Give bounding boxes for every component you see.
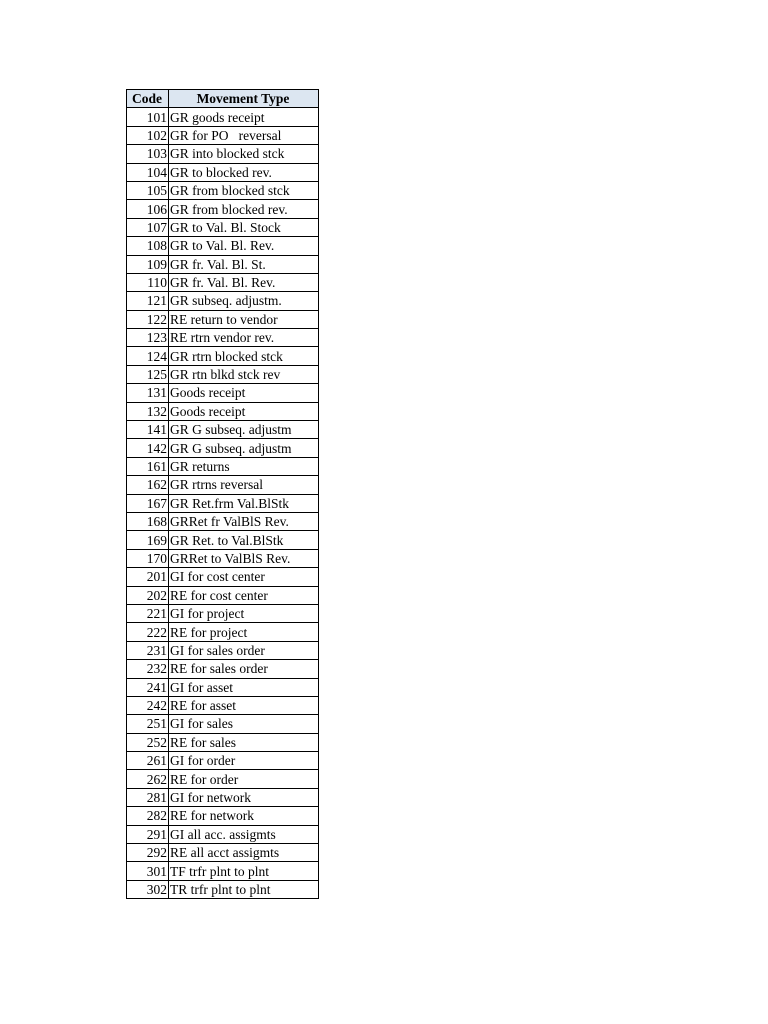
code-cell: 168 xyxy=(127,512,169,530)
table-row xyxy=(127,752,319,770)
movement-type-cell: Goods receipt xyxy=(169,384,319,402)
code-cell: 109 xyxy=(127,255,169,273)
movement-type-cell: GR fr. Val. Bl. St. xyxy=(169,255,319,273)
code-cell: 131 xyxy=(127,384,169,402)
table-row xyxy=(127,108,319,126)
code-cell: 101 xyxy=(127,108,169,126)
table-row xyxy=(127,237,319,255)
code-cell: 162 xyxy=(127,476,169,494)
code-cell: 104 xyxy=(127,163,169,181)
movement-type-cell: RE for cost center xyxy=(169,586,319,604)
table-row xyxy=(127,476,319,494)
code-cell: 122 xyxy=(127,310,169,328)
movement-type-cell: GRRet fr ValBlS Rev. xyxy=(169,512,319,530)
table-row xyxy=(127,329,319,347)
table-row xyxy=(127,255,319,273)
code-cell: 201 xyxy=(127,568,169,586)
table-row xyxy=(127,531,319,549)
movement-type-cell: GR for PO reversal xyxy=(169,126,319,144)
movement-type-cell: GR subseq. adjustm. xyxy=(169,292,319,310)
movement-type-cell: GR to blocked rev. xyxy=(169,163,319,181)
movement-type-cell: GR fr. Val. Bl. Rev. xyxy=(169,273,319,291)
code-cell: 141 xyxy=(127,421,169,439)
code-cell: 123 xyxy=(127,329,169,347)
table-row xyxy=(127,145,319,163)
movement-type-cell: GR G subseq. adjustm xyxy=(169,439,319,457)
table-row xyxy=(127,862,319,880)
table-row xyxy=(127,347,319,365)
movement-type-cell: GRRet to ValBlS Rev. xyxy=(169,549,319,567)
code-cell: 281 xyxy=(127,788,169,806)
table-row xyxy=(127,568,319,586)
table-row xyxy=(127,181,319,199)
code-cell: 221 xyxy=(127,604,169,622)
movement-type-cell: GR from blocked rev. xyxy=(169,200,319,218)
table-row xyxy=(127,163,319,181)
movement-type-cell: RE for asset xyxy=(169,696,319,714)
movement-type-cell: GI for sales xyxy=(169,715,319,733)
table-row xyxy=(127,641,319,659)
movement-type-cell: GI for network xyxy=(169,788,319,806)
table-row xyxy=(127,292,319,310)
movement-type-header: Movement Type xyxy=(169,90,319,108)
table-row xyxy=(127,384,319,402)
movement-type-table xyxy=(126,89,319,899)
table-row xyxy=(127,402,319,420)
movement-type-cell: RE for sales xyxy=(169,733,319,751)
code-cell: 107 xyxy=(127,218,169,236)
code-cell: 252 xyxy=(127,733,169,751)
table-row xyxy=(127,200,319,218)
code-cell: 110 xyxy=(127,273,169,291)
movement-type-cell: RE for project xyxy=(169,623,319,641)
code-header: Code xyxy=(127,90,169,108)
movement-type-cell: GR rtn blkd stck rev xyxy=(169,365,319,383)
code-cell: 121 xyxy=(127,292,169,310)
table-row xyxy=(127,733,319,751)
table-row xyxy=(127,421,319,439)
code-cell: 222 xyxy=(127,623,169,641)
code-cell: 301 xyxy=(127,862,169,880)
movement-type-cell: GR returns xyxy=(169,457,319,475)
code-cell: 103 xyxy=(127,145,169,163)
table-row xyxy=(127,439,319,457)
code-cell: 161 xyxy=(127,457,169,475)
table-row xyxy=(127,586,319,604)
table-row xyxy=(127,770,319,788)
header-row xyxy=(127,90,319,108)
code-cell: 142 xyxy=(127,439,169,457)
code-cell: 170 xyxy=(127,549,169,567)
table-row xyxy=(127,273,319,291)
movement-type-cell: GI for asset xyxy=(169,678,319,696)
movement-type-cell: GI for sales order xyxy=(169,641,319,659)
movement-type-cell: RE for sales order xyxy=(169,660,319,678)
movement-type-cell: GI for project xyxy=(169,604,319,622)
movement-type-cell: RE return to vendor xyxy=(169,310,319,328)
table-row xyxy=(127,457,319,475)
table-row xyxy=(127,365,319,383)
movement-type-cell: GR from blocked stck xyxy=(169,181,319,199)
movement-type-cell: Goods receipt xyxy=(169,402,319,420)
table-row xyxy=(127,218,319,236)
table-row xyxy=(127,788,319,806)
movement-type-cell: TR trfr plnt to plnt xyxy=(169,880,319,898)
code-cell: 106 xyxy=(127,200,169,218)
table-row xyxy=(127,512,319,530)
table-row xyxy=(127,696,319,714)
code-cell: 102 xyxy=(127,126,169,144)
movement-type-cell: GI all acc. assigmts xyxy=(169,825,319,843)
table-row xyxy=(127,825,319,843)
table-row xyxy=(127,604,319,622)
movement-type-cell: RE for network xyxy=(169,807,319,825)
movement-type-cell: GR Ret. to Val.BlStk xyxy=(169,531,319,549)
table-row xyxy=(127,715,319,733)
table-row xyxy=(127,126,319,144)
movement-type-cell: GR rtrn blocked stck xyxy=(169,347,319,365)
code-cell: 251 xyxy=(127,715,169,733)
code-cell: 167 xyxy=(127,494,169,512)
code-cell: 292 xyxy=(127,844,169,862)
code-cell: 231 xyxy=(127,641,169,659)
code-cell: 262 xyxy=(127,770,169,788)
movement-type-cell: RE rtrn vendor rev. xyxy=(169,329,319,347)
movement-type-cell: GR into blocked stck xyxy=(169,145,319,163)
movement-type-cell: GR to Val. Bl. Stock xyxy=(169,218,319,236)
code-cell: 132 xyxy=(127,402,169,420)
table-row xyxy=(127,678,319,696)
movement-type-cell: RE all acct assigmts xyxy=(169,844,319,862)
code-cell: 242 xyxy=(127,696,169,714)
code-cell: 241 xyxy=(127,678,169,696)
code-cell: 105 xyxy=(127,181,169,199)
movement-type-cell: GR rtrns reversal xyxy=(169,476,319,494)
code-cell: 232 xyxy=(127,660,169,678)
code-cell: 261 xyxy=(127,752,169,770)
code-cell: 169 xyxy=(127,531,169,549)
movement-type-cell: GR goods receipt xyxy=(169,108,319,126)
code-cell: 125 xyxy=(127,365,169,383)
table-body xyxy=(127,108,319,899)
table-row xyxy=(127,623,319,641)
code-cell: 202 xyxy=(127,586,169,604)
movement-type-cell: GI for order xyxy=(169,752,319,770)
movement-type-cell: GR Ret.frm Val.BlStk xyxy=(169,494,319,512)
table-row xyxy=(127,549,319,567)
table-row xyxy=(127,494,319,512)
table-row xyxy=(127,844,319,862)
movement-type-cell: GI for cost center xyxy=(169,568,319,586)
table-row xyxy=(127,807,319,825)
table-row xyxy=(127,880,319,898)
movement-type-cell: GR G subseq. adjustm xyxy=(169,421,319,439)
table-row xyxy=(127,660,319,678)
code-cell: 124 xyxy=(127,347,169,365)
code-cell: 108 xyxy=(127,237,169,255)
code-cell: 302 xyxy=(127,880,169,898)
movement-type-cell: TF trfr plnt to plnt xyxy=(169,862,319,880)
table-row xyxy=(127,310,319,328)
code-cell: 282 xyxy=(127,807,169,825)
movement-type-cell: RE for order xyxy=(169,770,319,788)
code-cell: 291 xyxy=(127,825,169,843)
movement-type-cell: GR to Val. Bl. Rev. xyxy=(169,237,319,255)
